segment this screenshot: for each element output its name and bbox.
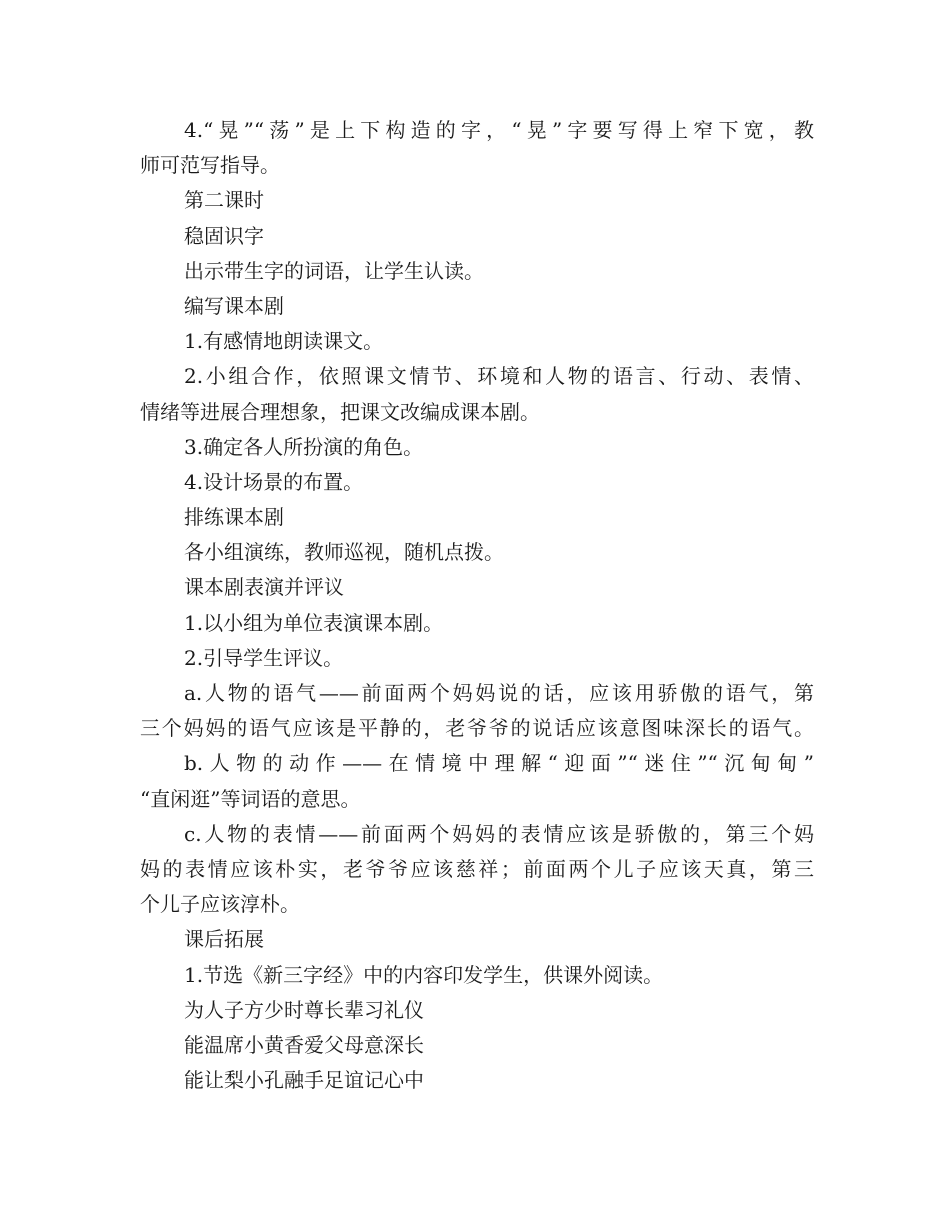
text-line: 课后拓展 — [184, 927, 264, 952]
text-line: 2.引导学生评议。 — [184, 645, 344, 670]
text-line: 个儿子应该淳朴。 — [140, 892, 300, 917]
text-line: b.人物的动作——在情境中理解“迎面”“迷住”“沉甸甸” — [184, 751, 814, 776]
text-line: 编写课本剧 — [184, 293, 284, 318]
text-line: 能让梨小孔融手足谊记心中 — [184, 1068, 424, 1093]
text-line: 出示带生字的词语，让学生认读。 — [184, 258, 484, 283]
text-line: 1.有感情地朗读课文。 — [184, 329, 384, 354]
text-line: 4.设计场景的布置。 — [184, 469, 364, 494]
text-line: c.人物的表情——前面两个妈妈的表情应该是骄傲的，第三个妈 — [184, 821, 814, 846]
text-line: 3.确定各人所扮演的角色。 — [184, 434, 424, 459]
document-body — [140, 113, 814, 1098]
text-line: 稳固识字 — [184, 223, 264, 248]
text-line: 1.以小组为单位表演课本剧。 — [184, 610, 444, 635]
text-line: 为人子方少时尊长辈习礼仪 — [184, 997, 424, 1022]
text-line: 2.小组合作，依照课文情节、环境和人物的语言、行动、表情、 — [184, 364, 814, 389]
text-line: 排练课本剧 — [184, 505, 284, 530]
text-line: 情绪等进展合理想象，把课文改编成课本剧。 — [140, 399, 540, 424]
text-line: 师可范写指导。 — [140, 153, 280, 178]
text-line: 第二课时 — [184, 188, 264, 213]
text-line: 能温席小黄香爱父母意深长 — [184, 1032, 424, 1057]
text-line: 1.节选《新三字经》中的内容印发学生，供课外阅读。 — [184, 962, 664, 987]
text-line: a.人物的语气——前面两个妈妈说的话，应该用骄傲的语气，第 — [184, 681, 814, 705]
text-line: 课本剧表演并评议 — [184, 575, 344, 600]
text-line: “直闲逛”等词语的意思。 — [140, 786, 361, 811]
text-line: 4.“晃”“荡”是上下构造的字，“晃”字要写得上窄下宽，教 — [184, 118, 814, 142]
text-line: 妈的表情应该朴实，老爷爷应该慈祥；前面两个儿子应该天真，第三 — [140, 856, 814, 881]
text-line: 三个妈妈的语气应该是平静的，老爷爷的说话应该意图味深长的语气。 — [140, 716, 814, 741]
text-line: 各小组演练，教师巡视，随机点拨。 — [184, 540, 504, 565]
